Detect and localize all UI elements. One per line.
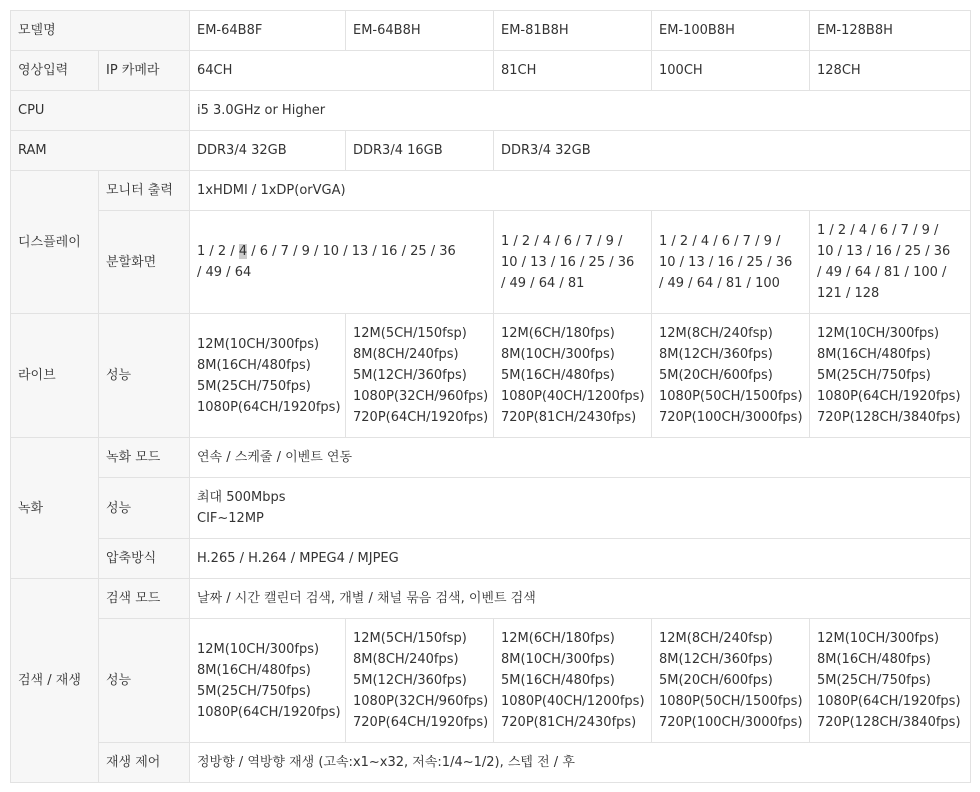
live-perf-5-line: 720P(128CH/3840fps) bbox=[817, 410, 961, 425]
live-perf-2 bbox=[346, 314, 494, 438]
split-64-line-2: / 49 / 64 bbox=[197, 265, 252, 280]
search-mode-value: 날짜 / 시간 캘린더 검색, 개별 / 채널 묶음 검색, 이벤트 검색 bbox=[190, 579, 971, 619]
live-perf-4-line: 5M(20CH/600fps) bbox=[659, 368, 773, 383]
split-screen-128 bbox=[810, 211, 971, 314]
search-perf-2-line: 5M(12CH/360fps) bbox=[353, 673, 467, 688]
record-mode-value: 연속 / 스케줄 / 이벤트 연동 bbox=[190, 438, 971, 478]
split-screen-label: 분할화면 bbox=[99, 211, 190, 314]
search-perf-3 bbox=[494, 619, 652, 743]
live-perf-5-line: 1080P(64CH/1920fps) bbox=[817, 389, 961, 404]
split-64-before: 1 / 2 / bbox=[197, 244, 239, 259]
search-perf-5-line: 8M(16CH/480fps) bbox=[817, 652, 931, 667]
model-label: 모델명 bbox=[11, 11, 190, 51]
split-100-line-1: 1 / 2 / 4 / 6 / 7 / 9 / bbox=[659, 233, 781, 249]
search-perf-4-line: 720P(100CH/3000fps) bbox=[659, 715, 803, 730]
cpu-value: i5 3.0GHz or Higher bbox=[190, 91, 971, 131]
search-mode-label: 검색 모드 bbox=[99, 579, 190, 619]
ram-value-3: DDR3/4 32GB bbox=[494, 131, 971, 171]
live-label: 라이브 bbox=[11, 314, 99, 438]
live-row bbox=[11, 314, 971, 438]
search-perf-3-line: 8M(10CH/300fps) bbox=[501, 652, 615, 667]
record-label: 녹화 bbox=[11, 438, 99, 579]
search-perf-1-line: 12M(10CH/300fps) bbox=[197, 641, 320, 657]
search-perf-2-line: 720P(64CH/1920fps) bbox=[353, 715, 489, 730]
live-perf-1 bbox=[190, 314, 346, 438]
live-perf-2-line: 720P(64CH/1920fps) bbox=[353, 410, 489, 425]
video-input-128: 128CH bbox=[810, 51, 971, 91]
display-label: 디스플레이 bbox=[11, 171, 99, 314]
search-perf-3-line: 720P(81CH/2430fps) bbox=[501, 715, 637, 730]
record-performance-value bbox=[190, 478, 971, 539]
search-perf-1-line: 8M(16CH/480fps) bbox=[197, 662, 311, 678]
search-perf-1 bbox=[190, 619, 346, 743]
record-mode-row bbox=[11, 438, 971, 478]
record-max-bitrate: 최대 500Mbps bbox=[197, 490, 286, 505]
split-128-line-2: 10 / 13 / 16 / 25 / 36 bbox=[817, 244, 951, 259]
ram-row bbox=[11, 131, 971, 171]
search-perf-2 bbox=[346, 619, 494, 743]
live-perf-1-line: 5M(25CH/750fps) bbox=[197, 378, 311, 394]
ram-value-2: DDR3/4 16GB bbox=[346, 131, 494, 171]
compression-value: H.265 / H.264 / MPEG4 / MJPEG bbox=[190, 539, 971, 579]
search-perf-4-line: 1080P(50CH/1500fps) bbox=[659, 694, 803, 709]
live-perf-4 bbox=[652, 314, 810, 438]
search-perf-4-line: 8M(12CH/360fps) bbox=[659, 652, 773, 667]
split-64-line-1 bbox=[197, 241, 486, 262]
model-2: EM-64B8H bbox=[346, 11, 494, 51]
search-mode-row bbox=[11, 579, 971, 619]
search-perf-2-line: 12M(5CH/150fsp) bbox=[353, 631, 467, 646]
search-perf-3-line: 12M(6CH/180fps) bbox=[501, 631, 615, 646]
split-81-line-3: / 49 / 64 / 81 bbox=[501, 275, 585, 291]
live-perf-2-line: 12M(5CH/150fsp) bbox=[353, 326, 467, 341]
live-perf-3 bbox=[494, 314, 652, 438]
model-1: EM-64B8F bbox=[190, 11, 346, 51]
search-perf-row bbox=[11, 619, 971, 743]
live-perf-1-line: 1080P(64CH/1920fps) bbox=[197, 399, 341, 415]
split-128-line-4: 121 / 128 bbox=[817, 286, 880, 301]
split-screen-64 bbox=[190, 211, 494, 314]
video-input-label: 영상입력 bbox=[11, 51, 99, 91]
live-perf-4-line: 12M(8CH/240fsp) bbox=[659, 326, 773, 341]
live-perf-2-line: 1080P(32CH/960fps) bbox=[353, 389, 489, 404]
video-input-81: 81CH bbox=[494, 51, 652, 91]
compression-label: 압축방식 bbox=[99, 539, 190, 579]
live-perf-4-line: 720P(100CH/3000fps) bbox=[659, 410, 803, 425]
split-64-highlight: 4 bbox=[238, 244, 248, 259]
ram-label: RAM bbox=[11, 131, 190, 171]
record-performance-label: 성능 bbox=[99, 478, 190, 539]
live-perf-2-line: 5M(12CH/360fps) bbox=[353, 368, 467, 383]
search-playback-label: 검색 / 재생 bbox=[11, 579, 99, 783]
split-screen-100 bbox=[652, 211, 810, 314]
live-perf-3-line: 8M(10CH/300fps) bbox=[501, 347, 615, 362]
search-perf-4-line: 12M(8CH/240fsp) bbox=[659, 631, 773, 646]
split-81-line-1: 1 / 2 / 4 / 6 / 7 / 9 / bbox=[501, 233, 623, 249]
search-perf-5-line: 720P(128CH/3840fps) bbox=[817, 715, 961, 730]
search-perf-5-line: 12M(10CH/300fps) bbox=[817, 631, 940, 646]
live-perf-1-line: 8M(16CH/480fps) bbox=[197, 357, 311, 373]
record-resolution: CIF~12MP bbox=[197, 511, 264, 526]
search-perf-5 bbox=[810, 619, 971, 743]
search-perf-2-line: 8M(8CH/240fps) bbox=[353, 652, 459, 667]
live-perf-3-line: 12M(6CH/180fps) bbox=[501, 326, 615, 341]
cpu-label: CPU bbox=[11, 91, 190, 131]
model-3: EM-81B8H bbox=[494, 11, 652, 51]
split-128-line-1: 1 / 2 / 4 / 6 / 7 / 9 / bbox=[817, 223, 939, 238]
split-100-line-2: 10 / 13 / 16 / 25 / 36 bbox=[659, 254, 793, 270]
monitor-output-value: 1xHDMI / 1xDP(orVGA) bbox=[190, 171, 971, 211]
live-perf-5-line: 8M(16CH/480fps) bbox=[817, 347, 931, 362]
compression-row bbox=[11, 539, 971, 579]
search-perf-3-line: 1080P(40CH/1200fps) bbox=[501, 694, 645, 709]
search-perf-1-line: 5M(25CH/750fps) bbox=[197, 683, 311, 699]
spec-table bbox=[10, 10, 971, 783]
live-perf-3-line: 5M(16CH/480fps) bbox=[501, 368, 615, 383]
search-perf-1-line: 1080P(64CH/1920fps) bbox=[197, 704, 341, 720]
live-perf-1-line: 12M(10CH/300fps) bbox=[197, 336, 320, 352]
video-input-100: 100CH bbox=[652, 51, 810, 91]
split-128-line-3: / 49 / 64 / 81 / 100 / bbox=[817, 265, 947, 280]
live-perf-2-line: 8M(8CH/240fps) bbox=[353, 347, 459, 362]
split-81-line-2: 10 / 13 / 16 / 25 / 36 bbox=[501, 254, 635, 270]
split-64-after: / 6 / 7 / 9 / 10 / 13 / 16 / 25 / 36 bbox=[247, 244, 456, 259]
model-row bbox=[11, 11, 971, 51]
split-screen-81 bbox=[494, 211, 652, 314]
ip-camera-label: IP 카메라 bbox=[99, 51, 190, 91]
live-perf-3-line: 720P(81CH/2430fps) bbox=[501, 410, 637, 425]
live-perf-5 bbox=[810, 314, 971, 438]
search-performance-label: 성능 bbox=[99, 619, 190, 743]
search-perf-5-line: 1080P(64CH/1920fps) bbox=[817, 694, 961, 709]
search-perf-5-line: 5M(25CH/750fps) bbox=[817, 673, 931, 688]
live-perf-5-line: 12M(10CH/300fps) bbox=[817, 326, 940, 341]
live-perf-5-line: 5M(25CH/750fps) bbox=[817, 368, 931, 383]
split-100-line-3: / 49 / 64 / 81 / 100 bbox=[659, 275, 780, 291]
cpu-row bbox=[11, 91, 971, 131]
video-input-row bbox=[11, 51, 971, 91]
search-perf-4 bbox=[652, 619, 810, 743]
playback-control-label: 재생 제어 bbox=[99, 743, 190, 783]
search-perf-2-line: 1080P(32CH/960fps) bbox=[353, 694, 489, 709]
video-input-64: 64CH bbox=[190, 51, 494, 91]
monitor-output-label: 모니터 출력 bbox=[99, 171, 190, 211]
live-perf-3-line: 1080P(40CH/1200fps) bbox=[501, 389, 645, 404]
playback-control-value: 정방향 / 역방향 재생 (고속:x1~x32, 저속:1/4~1/2), 스텝 전 / 후 bbox=[190, 743, 971, 783]
split-screen-row bbox=[11, 211, 971, 314]
live-perf-4-line: 1080P(50CH/1500fps) bbox=[659, 389, 803, 404]
search-perf-4-line: 5M(20CH/600fps) bbox=[659, 673, 773, 688]
ram-value-1: DDR3/4 32GB bbox=[190, 131, 346, 171]
record-mode-label: 녹화 모드 bbox=[99, 438, 190, 478]
playback-row bbox=[11, 743, 971, 783]
record-perf-row bbox=[11, 478, 971, 539]
model-4: EM-100B8H bbox=[652, 11, 810, 51]
model-5: EM-128B8H bbox=[810, 11, 971, 51]
search-perf-3-line: 5M(16CH/480fps) bbox=[501, 673, 615, 688]
monitor-row bbox=[11, 171, 971, 211]
live-perf-4-line: 8M(12CH/360fps) bbox=[659, 347, 773, 362]
live-performance-label: 성능 bbox=[99, 314, 190, 438]
